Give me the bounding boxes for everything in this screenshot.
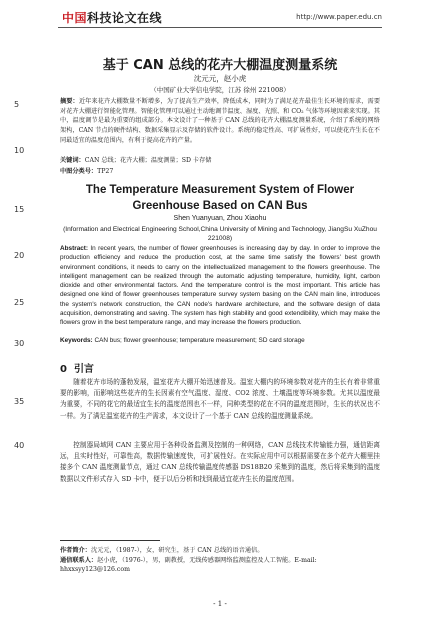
- footnote-label: 通信联系人：: [60, 556, 98, 564]
- abstract-chinese: [60, 97, 380, 146]
- logo-black-text: 科技论文在线: [87, 11, 163, 25]
- footnote-divider: [60, 540, 160, 541]
- keywords-en-text: CAN bus; flower greenhouse; temperature measurement; SD card storage: [94, 337, 305, 344]
- header-url-link[interactable]: http://www.paper.edu.cn: [296, 13, 382, 21]
- footnote-contact: [60, 556, 380, 566]
- footnote-text: 沈元元，（1987-），女，研究生，基于 CAN 总线的语音通信。: [90, 547, 264, 554]
- line-number: 15: [14, 205, 25, 214]
- logo-red-text: 中国: [62, 11, 88, 25]
- abstract-english: [60, 244, 380, 328]
- authors-english: Shen Yuanyuan, Zhou Xiaohu: [173, 215, 267, 222]
- footnote-author-bio: [60, 546, 380, 556]
- affiliation-english: (Information and Electrical Engineering School,China University of Mining and Technology, JiangSu XuZhou 221008): [63, 226, 377, 242]
- line-number: 40: [14, 441, 25, 450]
- page-number: - 1 -: [213, 600, 227, 608]
- classification-label: 中图分类号：: [60, 168, 98, 175]
- line-number: 25: [14, 298, 25, 307]
- abstract-en-text: In recent years, the number of flower greenhouses is increasing day by day. In order to improve the production efficiency and reduce the production cost, at the same time satisfy the flowers' best growth environment conditions, it needs to carry on the intellectualized management to the flowers greenhouse. The intelligent management can be realized through the automatic adjusting temperature, humidity, light, carbon dioxide and other environmental factors. And the temperature control is the most important. This article has designed one kind of flower greenhouses temperature survey system basing on the CAN main line, introduces the system's network construction, the CAN node's hardware architecture, and the software design of data acquisition, demonstrating and saving. The system has high stability and good extendibility, which may make the flowers grow in the best temperature range, and may increase the flowers production.: [60, 245, 381, 327]
- title-chinese: 基于 CAN 总线的花卉大棚温度测量系统: [102, 58, 338, 73]
- keywords-label: 关键词：: [60, 157, 85, 164]
- abstract-en-label: Abstract:: [60, 245, 89, 252]
- line-number: 10: [14, 146, 25, 155]
- footnote-label: 作者简介：: [60, 547, 91, 554]
- body-paragraph: [60, 377, 380, 422]
- line-number: 5: [14, 100, 20, 109]
- section-number: 0: [60, 364, 67, 375]
- journal-logo[interactable]: [62, 9, 162, 26]
- title-english: The Temperature Measurement System of Flower Greenhouse Based on CAN Bus: [85, 184, 355, 212]
- section-heading: [60, 360, 380, 375]
- page-header: [0, 0, 440, 44]
- classification-number: [60, 166, 380, 175]
- section-title: 引言: [73, 364, 94, 375]
- abstract-text: 近年来花卉大棚数量不断增多，为了提高生产效率，降低成本，同时为了满足花卉最佳生长环境的需求，需要对花卉大棚进行智能化管理。智能化管理可以通过主动地调节温度、湿度、光照、和 CO₂ 气体等环境因素来实现。其中，温度调节是最为重要的组成部分。本文设计了一种基于 CAN 总线的花卉大棚温度测量系统，介绍了系统的网络架构，CAN 节点的硬件结构、数据采集显示及存储的软件设计。系统的稳定性高、可扩展性好，可以使花卉生长在不同最适宜的温度范围内，有利于提高花卉的产量。: [60, 98, 381, 144]
- keywords-en-label: Keywords:: [60, 337, 93, 344]
- footnotes: [60, 546, 380, 575]
- paragraph-text: 随着花卉市场的蓬勃发展，温室花卉大棚开始迅速普及。温室大棚内的环境参数对花卉的生长有着非常重要的影响，而影响这些花卉的生长因素有空气温度、湿度、CO2 浓度、土壤温度等环境参数。尤其以温度最为重要，不同的花它的最适宜生长的温度范围也不一样，同种类型的花在不同的温度范围时，生长的状况也不一样。为了满足温室花卉的生产需求，本文设计了一个基于 CAN 总线的温度测量系统。: [60, 378, 380, 420]
- keywords-text: CAN 总线；花卉大棚；温度测量；SD 卡存储: [84, 157, 212, 164]
- authors-chinese: 沈元元，赵小虎: [193, 74, 247, 83]
- classification-text: TP27: [97, 168, 114, 175]
- paragraph-text: 控制器局域网 CAN 主要应用于各种设备监测及控制的一种网络，CAN 总线技术传输能力强，通信距离远，且实时性好，可靠性高，数据传输速度快，可扩展性好。在实际应用中可以根据需要在多个花卉大棚里挂接多个 CAN 温度测量节点，通过 CAN 总线传输温度传感器 DS18B20 采集到的温度，然后将采集到的温度数据以文件形式存入 SD 卡中，便于以后分析和找到最适宜花卉生长的温度范围。: [60, 441, 380, 483]
- line-number: 20: [14, 251, 25, 260]
- affiliation-chinese: （中国矿业大学信电学院，江苏 徐州 221008）: [150, 86, 290, 94]
- footnote-text: hhxxsyy123@126.com: [60, 566, 130, 573]
- line-number: 35: [14, 397, 25, 406]
- header-divider: [58, 27, 382, 28]
- keywords-chinese: [60, 155, 380, 164]
- abstract-label: 摘要：: [60, 98, 79, 105]
- keywords-english: [60, 337, 380, 344]
- footnote-text: 赵小虎，（1976-），男，副教授，无线传感器网络监测监控及人工智能。E-mail:: [97, 556, 317, 564]
- body-paragraph: [60, 440, 380, 485]
- footnote-email[interactable]: [60, 565, 380, 575]
- line-number: 30: [14, 339, 25, 348]
